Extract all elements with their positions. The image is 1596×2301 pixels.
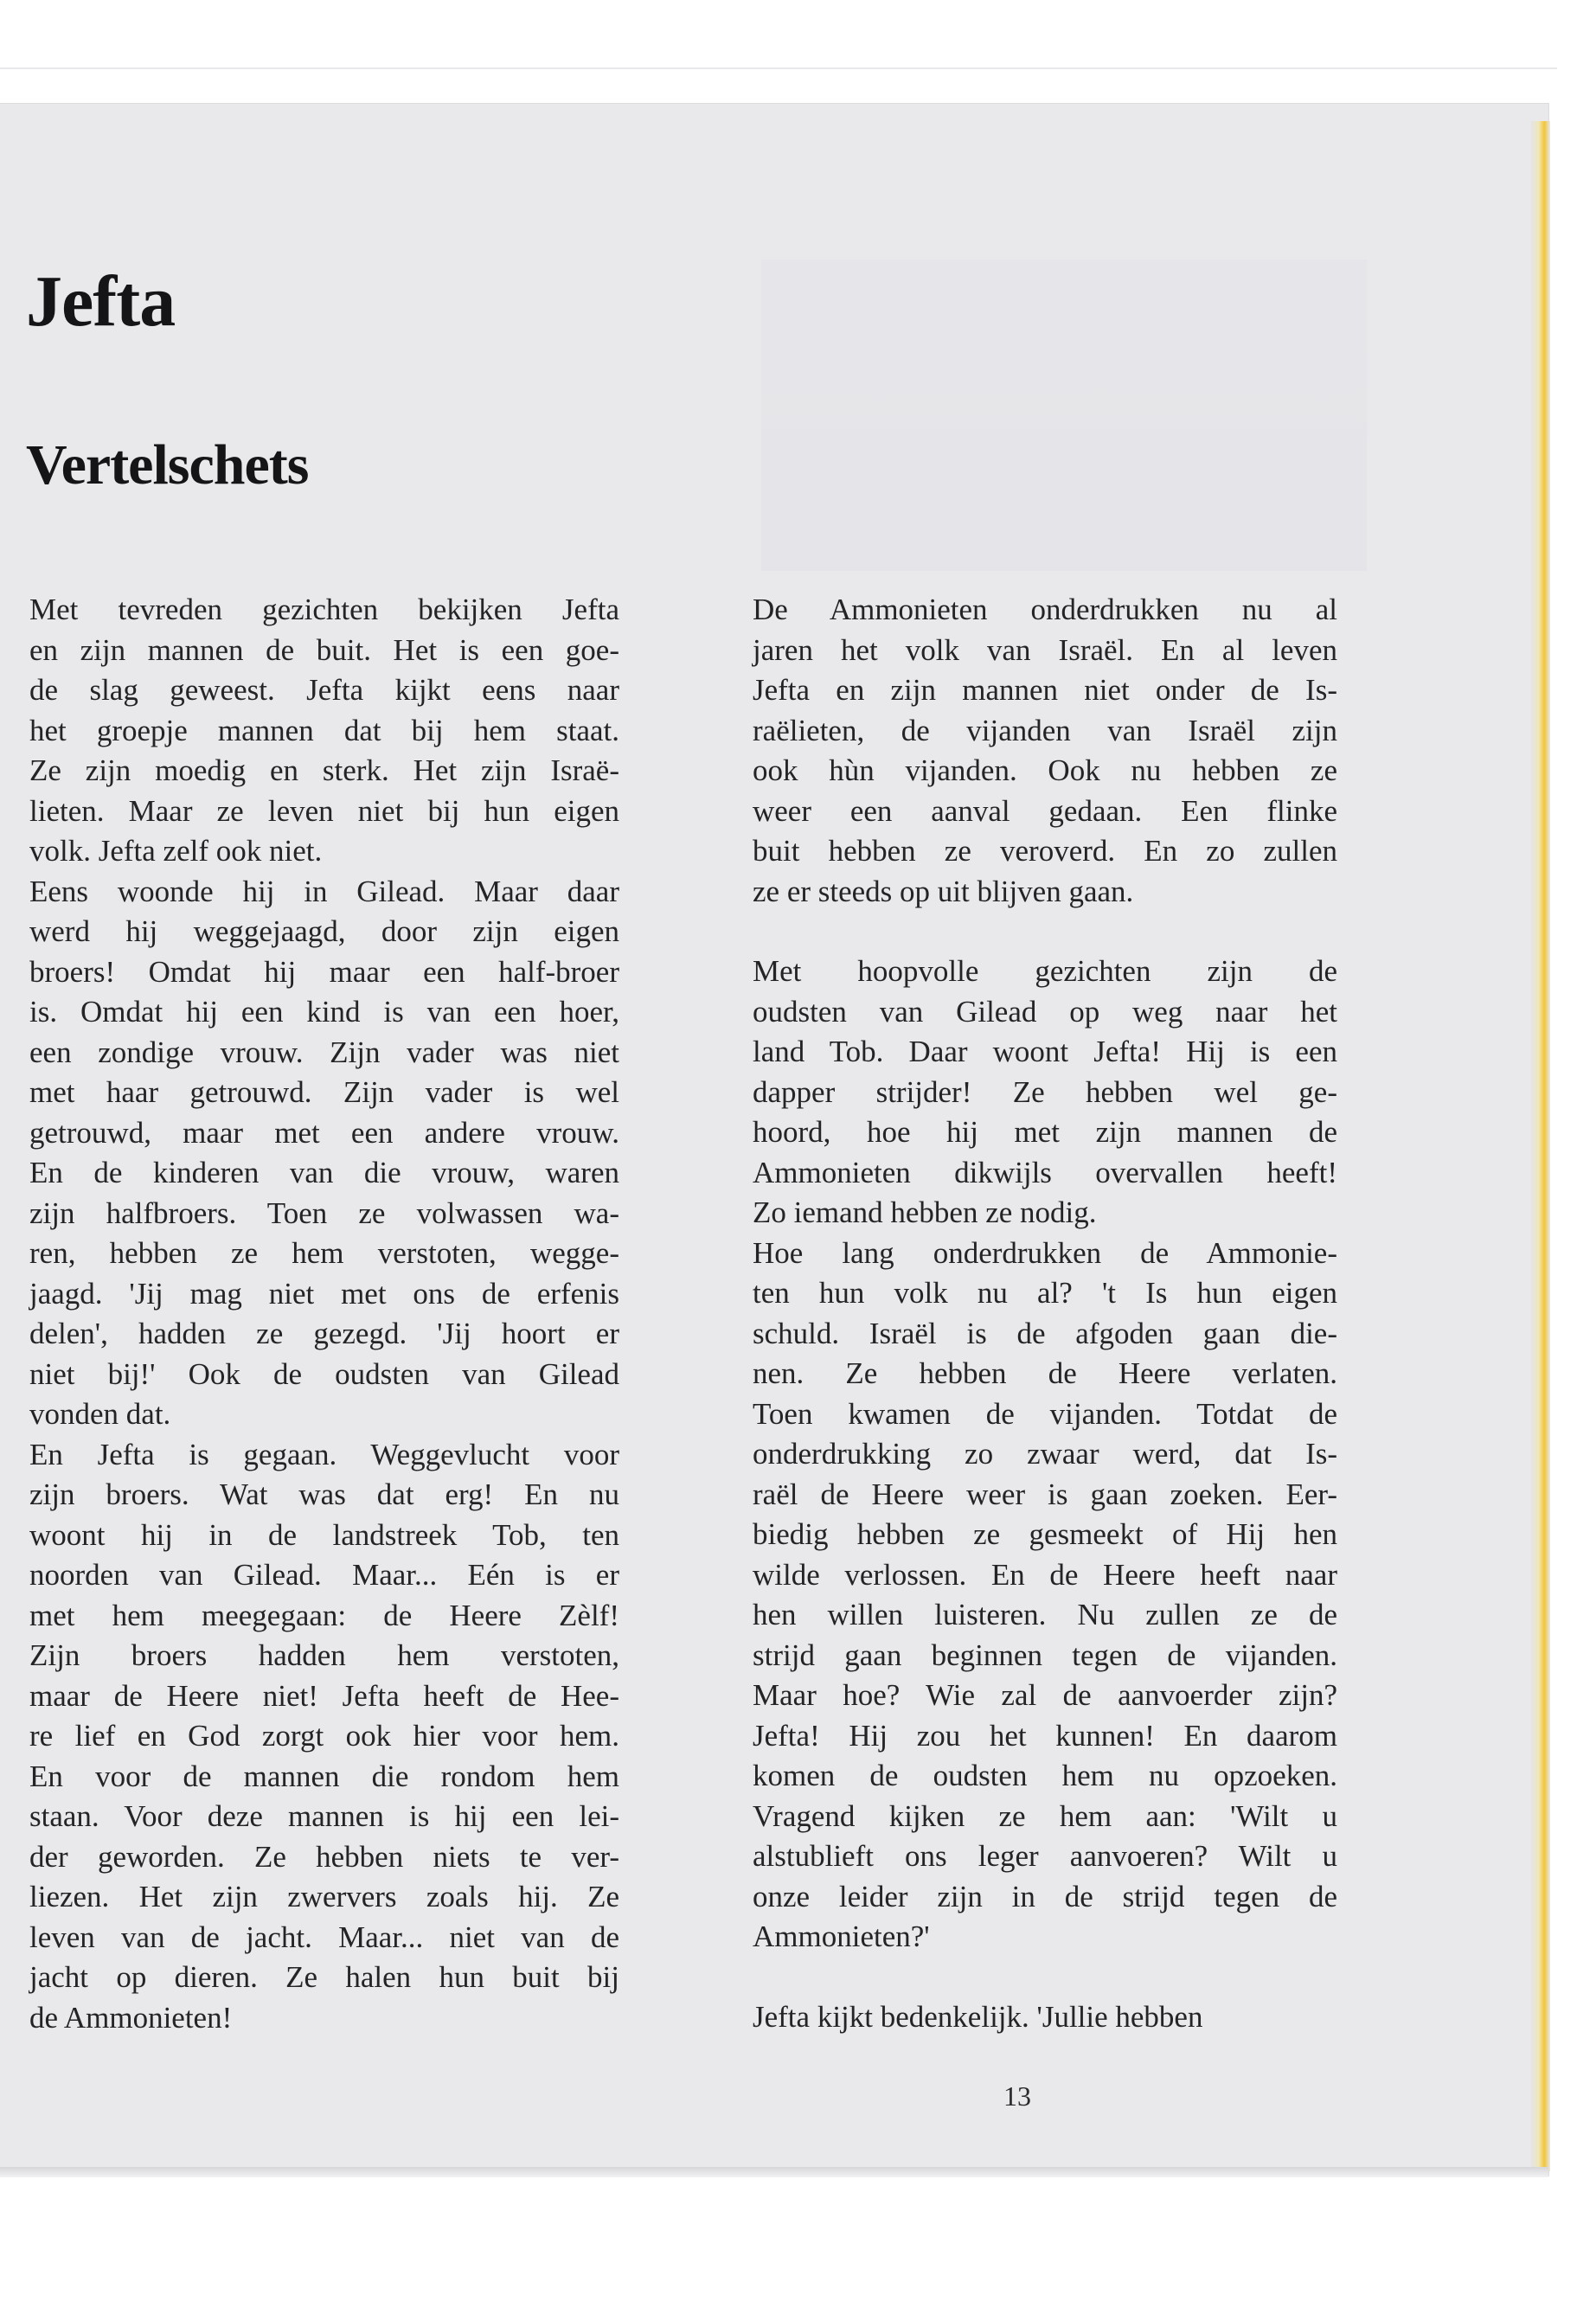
text-line: Maar hoe? Wie zal de aanvoerder zijn? <box>753 1678 1337 1712</box>
text-line: Hoe lang onderdrukken de Ammonie- <box>753 1235 1337 1270</box>
paragraph <box>753 590 1337 912</box>
text-line: jacht op dieren. Ze halen hun buit bij <box>29 1960 619 1994</box>
text-line: leven van de jacht. Maar... niet van de <box>29 1920 619 1954</box>
text-line: Eens woonde hij in Gilead. Maar daar <box>29 874 619 908</box>
text-line: onderdrukking zo zwaar werd, dat Is- <box>753 1437 1337 1471</box>
text-line: biedig hebben ze gesmeekt of Hij hen <box>753 1517 1337 1551</box>
paragraph <box>29 590 619 872</box>
text-line: zijn broers. Wat was dat erg! En nu <box>29 1477 619 1511</box>
text-line: met hem meegegaan: de Heere Zèlf! <box>29 1598 619 1632</box>
text-line: Ze zijn moedig en sterk. Het zijn Israë- <box>29 753 619 787</box>
text-line: broers! Omdat hij maar een half-broer <box>29 954 619 989</box>
text-line: hen willen luisteren. Nu zullen ze de <box>753 1598 1337 1631</box>
text-line: re lief en God zorgt ook hier voor hem. <box>29 1719 619 1753</box>
text-line: De Ammonieten onderdrukken nu al <box>753 593 1337 626</box>
text-line: Jefta! Hij zou het kunnen! En daarom <box>753 1718 1337 1753</box>
text-line: jaren het volk van Israël. En al leven <box>753 632 1337 667</box>
text-line: strijd gaan beginnen tegen de vijanden. <box>753 1638 1337 1672</box>
page-number: 13 <box>1003 2080 1031 2112</box>
right-text-column <box>753 590 1337 2077</box>
text-line: En voor de mannen die rondom hem <box>29 1759 619 1793</box>
text-line: en zijn mannen de buit. Het is een goe- <box>29 632 619 667</box>
text-line: werd hij weggejaagd, door zijn eigen <box>29 914 619 948</box>
text-line: maar de Heere niet! Jefta heeft de Hee- <box>29 1678 619 1713</box>
text-line: weer een aanval gedaan. Een flinke <box>753 793 1337 828</box>
text-line: noorden van Gilead. Maar... Eén is er <box>29 1558 619 1592</box>
paragraph <box>753 1997 1337 2038</box>
text-line: dapper strijder! Ze hebben wel ge- <box>753 1074 1337 1109</box>
text-line: Toen kwamen de vijanden. Totdat de <box>753 1396 1337 1431</box>
text-line: niet bij!' Ook de oudsten van Gilead <box>29 1356 619 1391</box>
text-line: alstublieft ons leger aanvoeren? Wilt u <box>753 1839 1337 1873</box>
page-title: Jefta <box>26 261 176 342</box>
text-line: En de kinderen van die vrouw, waren <box>29 1156 619 1189</box>
text-line: Met tevreden gezichten bekijken Jefta <box>29 593 619 626</box>
paragraph <box>29 1435 619 2039</box>
text-line: de slag geweest. Jefta kijkt eens naar <box>29 673 619 707</box>
text-line: hoord, hoe hij met zijn mannen de <box>753 1115 1337 1149</box>
text-line: met haar getrouwd. Zijn vader is wel <box>29 1075 619 1109</box>
text-line: volk. Jefta zelf ook niet. <box>29 834 323 868</box>
text-line: Ammonieten dikwijls overvallen heeft! <box>753 1155 1337 1189</box>
text-line: onze leider zijn in de strijd tegen de <box>753 1879 1337 1913</box>
text-line: raëlieten, de vijanden van Israël zijn <box>753 713 1337 747</box>
text-line: En Jefta is gegaan. Weggevlucht voor <box>29 1437 619 1471</box>
left-text-column <box>29 590 619 2038</box>
text-line: ze er steeds op uit blijven gaan. <box>753 874 1134 908</box>
text-line: getrouwd, maar met een andere vrouw. <box>29 1115 619 1150</box>
text-line: vonden dat. <box>29 1397 171 1431</box>
page-edge-right <box>1531 121 1550 2171</box>
paragraph <box>753 952 1337 1234</box>
text-line: Vragend kijken ze hem aan: 'Wilt u <box>753 1798 1337 1833</box>
text-line: lieten. Maar ze leven niet bij hun eigen <box>29 793 619 828</box>
paragraph <box>29 872 619 1435</box>
text-line: jaagd. 'Jij mag niet met ons de erfenis <box>29 1276 619 1311</box>
text-line: komen de oudsten hem nu opzoeken. <box>753 1759 1337 1792</box>
page-edge-bottom <box>0 2167 1548 2177</box>
text-line: Met hoopvolle gezichten zijn de <box>753 954 1337 988</box>
text-line: der geworden. Ze hebben niets te ver- <box>29 1839 619 1874</box>
text-line: schuld. Israël is de afgoden gaan die- <box>753 1316 1337 1350</box>
text-line: een zondige vrouw. Zijn vader was niet <box>29 1035 619 1069</box>
text-line: ook hùn vijanden. Ook nu hebben ze <box>753 753 1337 787</box>
section-subtitle: Vertelschets <box>26 433 309 497</box>
text-line: nen. Ze hebben de Heere verlaten. <box>753 1356 1337 1390</box>
text-line: de Ammonieten! <box>29 2000 233 2035</box>
text-line: ten hun volk nu al? 't Is hun eigen <box>753 1276 1337 1310</box>
text-line: oudsten van Gilead op weg naar het <box>753 994 1337 1029</box>
paragraph <box>753 1234 1337 1958</box>
text-line: woont hij in de landstreek Tob, ten <box>29 1517 619 1552</box>
text-line: delen', hadden ze gezegd. 'Jij hoort er <box>29 1317 619 1350</box>
text-line: zijn halfbroers. Toen ze volwassen wa- <box>29 1195 619 1230</box>
top-rule <box>0 67 1557 69</box>
text-line: buit hebben ze veroverd. En zo zullen <box>753 834 1337 868</box>
text-line: raël de Heere weer is gaan zoeken. Eer- <box>753 1477 1337 1511</box>
show-through-shadow <box>761 260 1367 571</box>
text-line: liezen. Het zijn zwervers zoals hij. Ze <box>29 1880 619 1913</box>
text-line: Ammonieten?' <box>753 1920 930 1953</box>
text-line: staan. Voor deze mannen is hij een lei- <box>29 1799 619 1833</box>
text-line: het groepje mannen dat bij hem staat. <box>29 713 619 747</box>
text-line: is. Omdat hij een kind is van een hoer, <box>29 995 619 1029</box>
text-line: ren, hebben ze hem verstoten, wegge- <box>29 1236 619 1270</box>
text-line: Jefta en zijn mannen niet onder de Is- <box>753 673 1337 707</box>
text-line: land Tob. Daar woont Jefta! Hij is een <box>753 1035 1337 1068</box>
text-line: wilde verlossen. En de Heere heeft naar <box>753 1557 1337 1592</box>
text-line: Zijn broers hadden hem verstoten, <box>29 1638 619 1672</box>
text-line: Jefta kijkt bedenkelijk. 'Jullie hebben <box>753 1999 1203 2034</box>
text-line: Zo iemand hebben ze nodig. <box>753 1195 1097 1229</box>
